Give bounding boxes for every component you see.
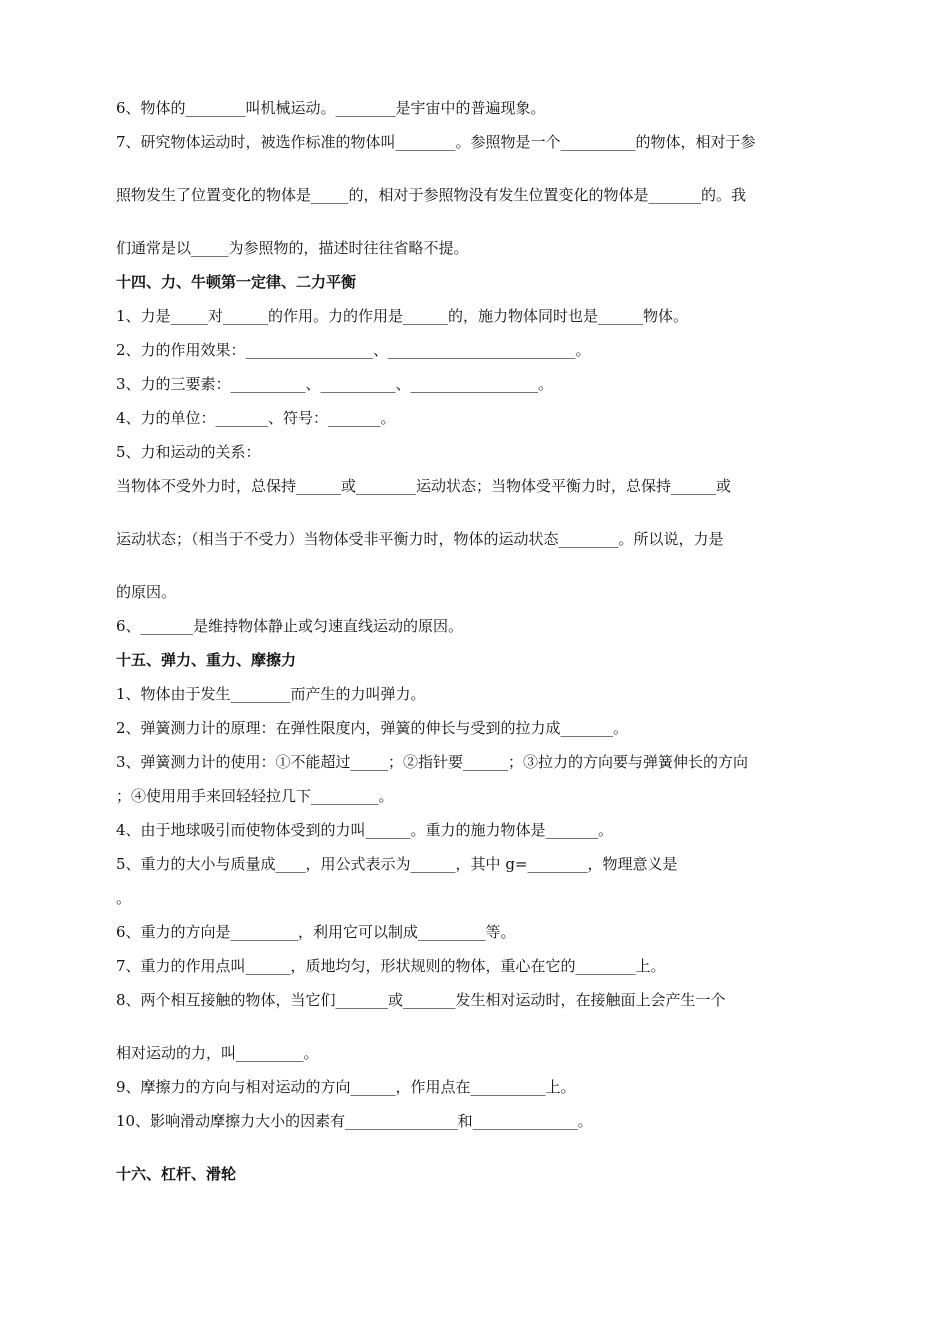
s14-q4-unit-symbol: 4、力的单位：_______、符号：_______。 bbox=[116, 409, 396, 427]
s15-q8-friction: 8、两个相互接触的物体，当它们_______或_______发生相对运动时，在接触面上会产生一个 bbox=[116, 991, 726, 1009]
s14-q6-inertia: 6、_______是维持物体静止或匀速直线运动的原因。 bbox=[116, 617, 464, 635]
s14-q5-line2: 当物体不受外力时，总保持______或________运动状态；当物体受平衡力时，总保持______或 bbox=[116, 477, 732, 495]
s14-q5-line3: 运动状态；（相当于不受力）当物体受非平衡力时，物体的运动状态________。所以说，力是 bbox=[116, 530, 724, 548]
s15-q9-friction-direction: 9、摩擦力的方向与相对运动的方向______，作用点在__________上。 bbox=[116, 1078, 576, 1096]
s14-q5-line4: 的原因。 bbox=[116, 583, 177, 601]
s15-q5-gravity-mass: 5、重力的大小与质量成____，用公式表示为______，其中 g=________，物理意义是 bbox=[116, 855, 678, 873]
s15-q2-spring-principle: 2、弹簧测力计的原理：在弹性限度内，弹簧的伸长与受到的拉力成_______。 bbox=[116, 719, 629, 737]
q6-mechanical-motion: 6、物体的________叫机械运动。________是宇宙中的普遍现象。 bbox=[116, 99, 546, 117]
s15-q3-spring-usage: 3、弹簧测力计的使用：①不能超过_____；②指针要______；③拉力的方向要与弹簧伸长的方向 bbox=[116, 753, 749, 771]
section-15-heading: 十五、弹力、重力、摩擦力 bbox=[116, 651, 297, 669]
s15-q8-line2: 相对运动的力，叫_________。 bbox=[116, 1044, 319, 1062]
q7-reference-frame-line3: 们通常是以_____为参照物的，描述时往往省略不提。 bbox=[116, 239, 469, 257]
s14-q1-force: 1、力是_____对______的作用。力的作用是______的，施力物体同时也是______物体。 bbox=[116, 307, 689, 325]
q7-reference-frame-line2: 照物发生了位置变化的物体是_____的，相对于参照物没有发生位置变化的物体是_______的。我 bbox=[116, 186, 747, 204]
s14-q3-three-elements: 3、力的三要素：__________、__________、_________________。 bbox=[116, 375, 554, 393]
s15-q10-friction-factors: 10、影响滑动摩擦力大小的因素有_______________和______________。 bbox=[116, 1112, 593, 1130]
s14-q2-force-effects: 2、力的作用效果：_________________、_________________________。 bbox=[116, 341, 591, 359]
s14-q5-force-motion: 5、力和运动的关系： bbox=[116, 443, 261, 461]
section-14-heading: 十四、力、牛顿第一定律、二力平衡 bbox=[116, 273, 357, 291]
s15-q7-center-of-gravity: 7、重力的作用点叫______，质地均匀，形状规则的物体，重心在它的________上。 bbox=[116, 957, 666, 975]
s15-q6-gravity-direction: 6、重力的方向是_________，利用它可以制成_________等。 bbox=[116, 923, 516, 941]
section-16-heading: 十六、杠杆、滑轮 bbox=[116, 1165, 237, 1183]
q7-reference-frame-line1: 7、研究物体运动时，被选作标准的物体叫________。参照物是一个__________的物体，相对于参 bbox=[116, 133, 756, 151]
s15-q3-line2: ；④使用用手来回轻轻拉几下_________。 bbox=[116, 787, 394, 805]
s15-q4-gravity: 4、由于地球吸引而使物体受到的力叫______。重力的施力物体是_______。 bbox=[116, 821, 614, 839]
document-page bbox=[116, 98, 836, 1184]
s15-q5-line2: 。 bbox=[116, 889, 132, 907]
s15-q1-elastic-force: 1、物体由于发生________而产生的力叫弹力。 bbox=[116, 685, 426, 703]
